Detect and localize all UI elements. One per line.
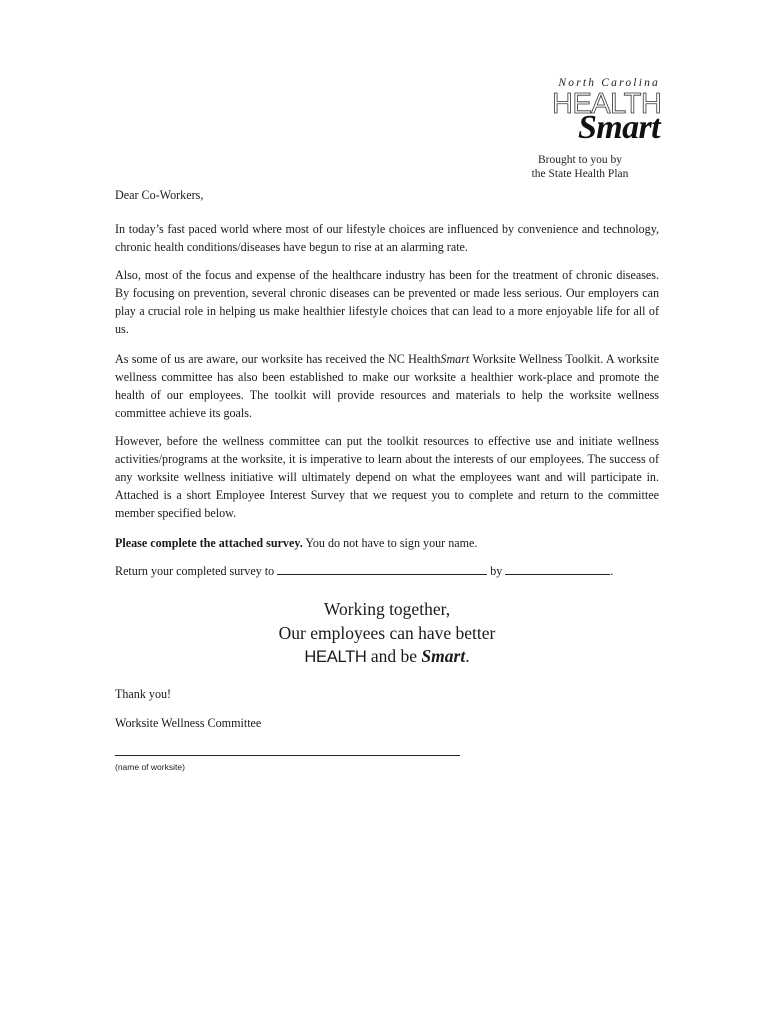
paragraph-2-text: Also, most of the focus and expense of the healthcare industry has been for the treatment of chronic diseases. By focusing on prevention, several chronic diseases can be prevented or made less serious. Our employers can play a crucial role in helping us make healthier lifestyle choices that can lead to a more enjoyable life for all of us. (115, 268, 659, 337)
return-line (115, 562, 659, 580)
paragraph-5-text (115, 534, 659, 552)
committee-text: Worksite Wellness Committee (115, 716, 262, 730)
return-line-end: . (610, 564, 614, 578)
worksite-name-line[interactable] (115, 755, 460, 756)
return-by-label: by (487, 564, 506, 578)
salutation-text: Dear Co-Workers, (115, 188, 204, 202)
tagline-line1: Brought to you by (537, 154, 622, 166)
paragraph-3-rest: Worksite Wellness Toolkit. A worksite wellness committee has also been established to make our worksite a healthier work-place and promote the health of our employees. The toolkit will provide resources and materials to help the worksite wellness committee achieve its goals. (115, 352, 659, 421)
slogan-smart-word: Smart (421, 646, 466, 666)
paragraph-4-text: However, before the wellness committee can put the toolkit resources to effective use and initiate wellness activities/programs at the worksite, it is imperative to learn about the interests of our employees. The success of any worksite wellness initiative will ultimately depend on what the employees want and will participate in. Attached is a short Employee Interest Survey that we request you to complete and return to the committee member specified below. (115, 434, 659, 521)
return-date-blank[interactable] (505, 562, 610, 575)
logo-state-text: North Carolina (558, 77, 660, 89)
paragraph-1-text: In today’s fast paced world where most of our lifestyle choices are influenced by convenience and technology, chronic health conditions/diseases have begun to rise at an alarming rate. (115, 222, 659, 255)
tagline-line2: the State Health Plan (531, 168, 629, 180)
logo-health-text: HEALTH (552, 88, 662, 120)
paragraph-1 (115, 220, 659, 256)
slogan-mid: and be (366, 646, 422, 666)
slogan-end: . (465, 646, 470, 666)
paragraph-4 (115, 432, 659, 522)
tagline (500, 153, 660, 181)
slogan-line-1: Working together, (323, 599, 451, 619)
paragraph-3 (115, 350, 659, 422)
worksite-name-caption: (name of worksite) (115, 762, 185, 772)
slogan (115, 598, 659, 670)
paragraph-3-smart: Smart (440, 352, 470, 366)
slogan-health-word: HEALTH (304, 648, 367, 666)
nc-health-smart-logo (552, 76, 662, 146)
return-line-label: Return your completed survey to (115, 564, 278, 578)
paragraph-3-text (115, 350, 659, 422)
return-line-text (115, 562, 659, 580)
paragraph-5 (115, 534, 659, 552)
thanks-text: Thank you! (115, 687, 172, 701)
survey-instruction-bold: Please complete the attached survey. (115, 536, 303, 550)
salutation (115, 186, 659, 204)
survey-instruction-rest: You do not have to sign your name. (302, 536, 478, 550)
slogan-line-3 (115, 645, 659, 670)
paragraph-3-start: As some of us are aware, our worksite has received the NC Health (115, 352, 441, 366)
logo-smart-text: Smart (577, 109, 660, 146)
slogan-line-2: Our employees can have better (278, 622, 496, 643)
return-to-blank[interactable] (277, 562, 487, 575)
paragraph-2 (115, 266, 659, 338)
